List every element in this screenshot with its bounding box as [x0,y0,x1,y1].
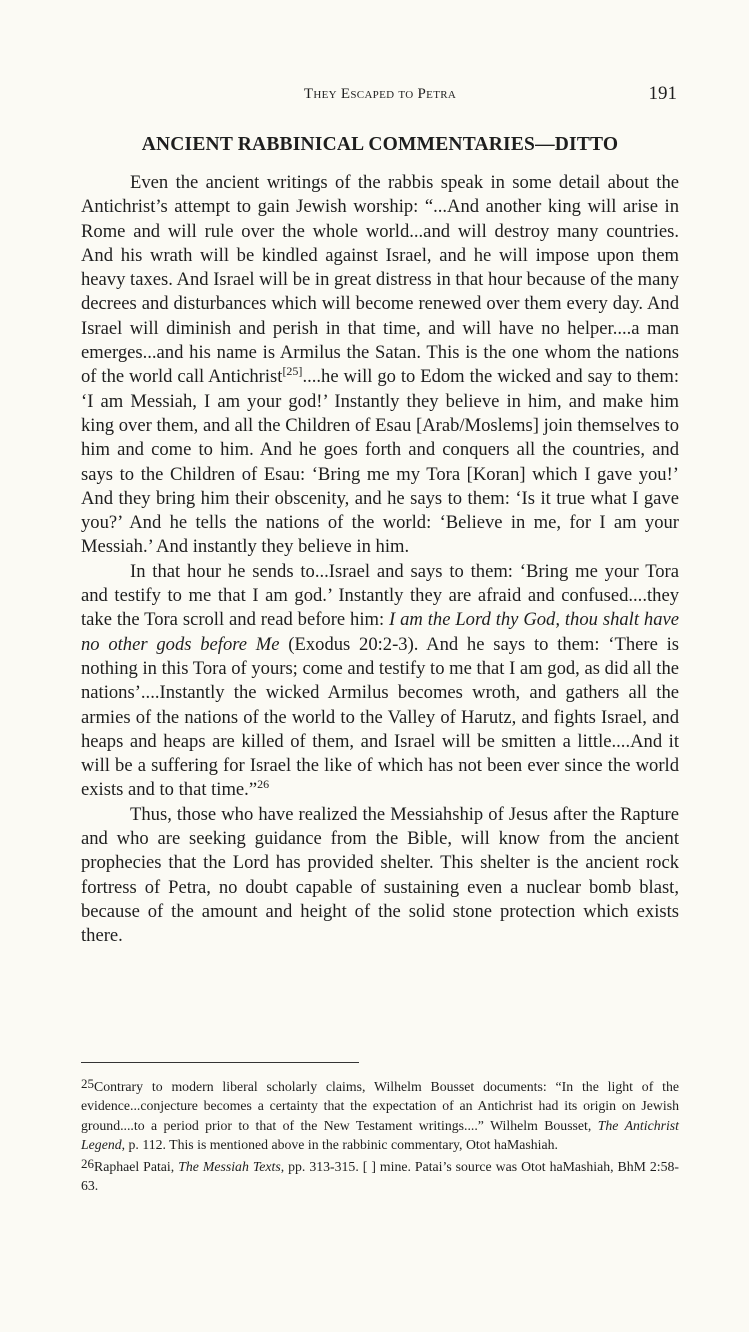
paragraph-1 [81,171,679,560]
footnote-26 [81,1154,679,1196]
footnote-26-mark: 26 [81,1156,94,1172]
body-text [81,171,679,949]
footnote-26-text-b: , pp. 313-315. [ ] mine. Patai’s source was Otot haMashiah, BhM 2:58-63. [81,1159,680,1194]
running-title: They Escaped to Petra [303,86,457,102]
scripture-quote: I am the Lord thy God, thou shalt have no other gods before Me [81,609,679,655]
paragraph-2-text-a: In that hour he sends to...Israel and says to them: ‘Bring me your Tora and testify to me that I am god.’ Instantly they are afraid and confused....they take the Tora scroll and read before him: [81,560,679,631]
footnote-25-title: The Antichrist Legend [81,1117,679,1152]
footnote-26-text-a: Raphael Patai, [94,1159,179,1175]
running-head [81,83,679,110]
footnote-25-mark: 25 [81,1076,94,1091]
section-heading: ANCIENT RABBINICAL COMMENTARIES—DITTO [141,134,619,155]
paragraph-1-text-a: Even the ancient writings of the rabbis speak in some detail about the Antichrist’s attempt to gain Jewish worship: “...And another king will arise in Rome and will rule over the whole world...and will destroy many countries. And his wrath will be kindled against Israel, and he will impose upon them heavy taxes. And Israel will be in great distress in that hour because of the many decrees and disturbances which will become renewed over them every day. And Israel will diminish and perish in that time, and will have no helper....a man emerges...and his name is Armilus the Satan. This is the one whom the nations of the world call Antichrist [81,172,679,388]
footnote-rule [81,1062,359,1063]
paragraph-2 [81,560,679,803]
reference-25: [25] [282,364,303,379]
footnotes [81,1074,679,1196]
footnote-25-text-b: , p. 112. This is mentioned above in the rabbinic commentary, Otot haMashiah. [121,1136,558,1152]
paragraph-1-text-b: ....he will go to Edom the wicked and say to them: ‘I am Messiah, I am your god!’ Instantly they believe in him, and make him king over them, and all the Children of Esau [Arab/Moslems] join themselves to him and come to him. And he goes forth and conquers all the countries, and says to the Children of Esau: ‘Bring me my Tora [Koran] which I gave you!’ And they bring him their obscenity, and he says to them: ‘Is it true what I gave you?’ And he tells the nations of the world: ‘Believe in me, for I am your Messiah.’ And instantly they believe in him. [81,366,679,558]
paragraph-3: Thus, those who have realized the Messiahship of Jesus after the Rapture and who are seeking guidance from the Bible, will know from the ancient prophecies that the Lord has provided shelter. This shelter is the ancient rock fortress of Petra, no doubt capable of sustaining even a nuclear bomb blast, because of the amount and height of the solid stone protection which exists there. [81,803,679,947]
page-number: 191 [648,83,677,104]
footnote-ref-26: 26 [257,777,270,792]
paragraph-2-text-b: (Exodus 20:2-3). And he says to them: ‘There is nothing in this Tora of yours; come and testify to me that I am god, as did all the nations’....Instantly the wicked Armilus becomes wroth, and gathers all the armies of the nations of the world to the Valley of Harutz, and fights Israel, and heaps and heaps are killed of them, and Israel will be smitten a little....And it will be a suffering for Israel the like of which has not been ever since the world exists and to that time.” [81,633,680,801]
footnote-25 [81,1074,679,1154]
footnote-25-text-a: Contrary to modern liberal scholarly claims, Wilhelm Bousset documents: “In the light of the evidence...conjecture becomes a certainty that the expectation of an Antichrist had its origin on Jewish ground....to a period prior to that of the New Testament writings....” Wilhelm Bousset, [81,1079,679,1133]
footnote-26-title: The Messiah Texts [178,1159,281,1175]
